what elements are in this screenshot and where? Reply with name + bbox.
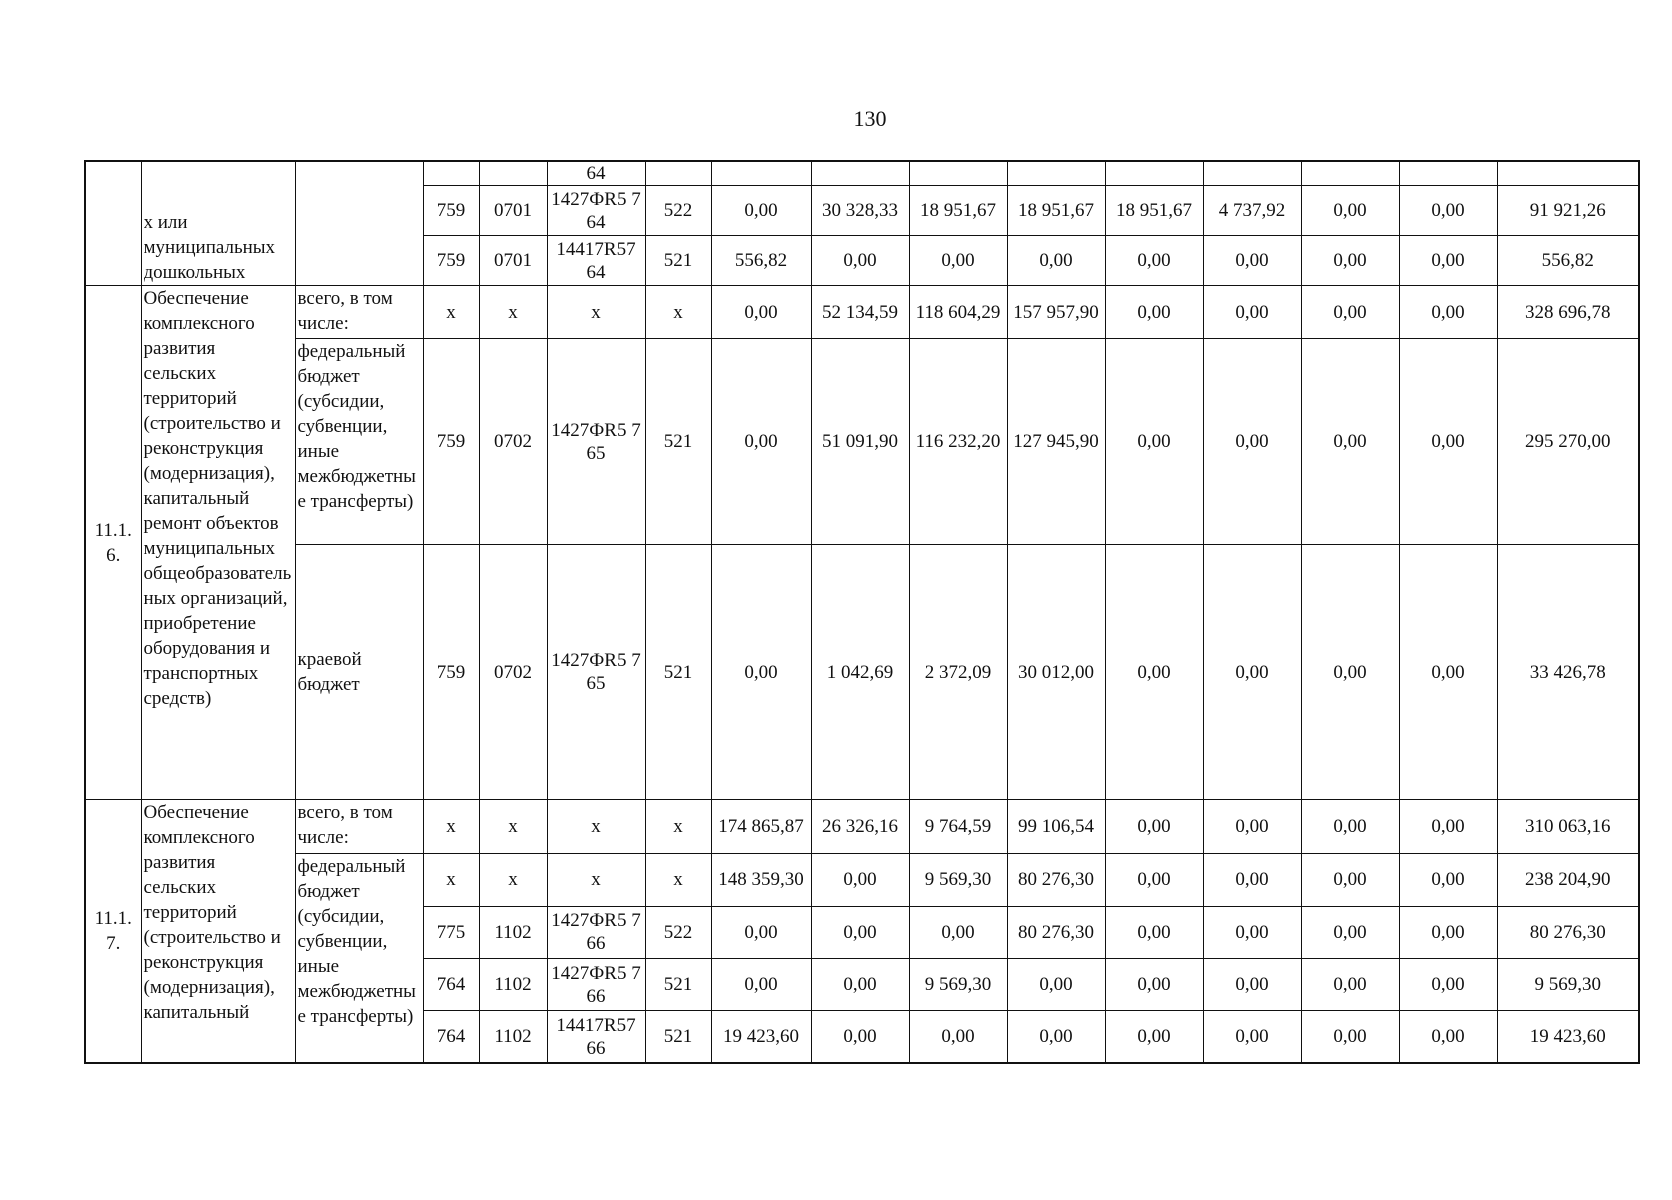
value-cell: 0,00	[909, 236, 1007, 286]
value-cell: 116 232,20	[909, 338, 1007, 545]
rz-cell: 1102	[479, 1011, 547, 1063]
value-cell: 174 865,87	[711, 800, 811, 853]
value-cell: 80 276,30	[1007, 853, 1105, 906]
total-cell: 295 270,00	[1497, 338, 1639, 545]
value-cell: 0,00	[711, 959, 811, 1011]
value-cell: 127 945,90	[1007, 338, 1105, 545]
value-cell: 0,00	[811, 236, 909, 286]
value-cell: 0,00	[1203, 338, 1301, 545]
section-number-cell	[85, 161, 141, 286]
vr-cell: 521	[645, 1011, 711, 1063]
table-row	[85, 338, 1639, 545]
total-cell: 91 921,26	[1497, 186, 1639, 236]
rz-cell: 0702	[479, 338, 547, 545]
grbs-cell: 759	[423, 545, 479, 800]
target-code-cell: 1427ФR5 765	[547, 338, 645, 545]
vr-cell: 521	[645, 545, 711, 800]
value-cell: 99 106,54	[1007, 800, 1105, 853]
value-cell: 0,00	[711, 186, 811, 236]
target-code-cell: х	[547, 800, 645, 853]
value-cell: 26 326,16	[811, 800, 909, 853]
value-cell: 0,00	[1399, 906, 1497, 958]
budget-table	[84, 160, 1640, 1064]
total-cell: 238 204,90	[1497, 853, 1639, 906]
table-row	[85, 800, 1639, 853]
value-cell: 0,00	[1301, 1011, 1399, 1063]
item-name-cell	[141, 161, 295, 286]
table-row	[85, 853, 1639, 906]
vr-cell: х	[645, 853, 711, 906]
value-cell: 1 042,69	[811, 545, 909, 800]
value-cell: 4 737,92	[1203, 186, 1301, 236]
value-cell: 0,00	[1203, 906, 1301, 958]
target-code-cell: х	[547, 853, 645, 906]
value-cell: 157 957,90	[1007, 286, 1105, 338]
target-code-cell: 64	[547, 161, 645, 186]
value-cell: 0,00	[1105, 959, 1203, 1011]
value-cell: 0,00	[1105, 1011, 1203, 1063]
vr-cell: 522	[645, 906, 711, 958]
value-cell: 18 951,67	[1105, 186, 1203, 236]
value-cell: 148 359,30	[711, 853, 811, 906]
section-number-cell: 11.1.7.	[85, 800, 141, 1063]
vr-cell: х	[645, 286, 711, 338]
value-cell: 0,00	[1203, 1011, 1301, 1063]
value-cell: 0,00	[811, 1011, 909, 1063]
item-name-fragment: х или муниципальных дошкольных	[143, 212, 276, 284]
grbs-cell: 759	[423, 338, 479, 545]
value-cell: 556,82	[711, 236, 811, 286]
rz-cell: х	[479, 800, 547, 853]
grbs-cell: 764	[423, 1011, 479, 1063]
value-cell: 0,00	[1399, 1011, 1497, 1063]
total-cell: 33 426,78	[1497, 545, 1639, 800]
value-cell: 0,00	[909, 1011, 1007, 1063]
target-code-cell: 1427ФR5 766	[547, 906, 645, 958]
value-cell: 0,00	[1399, 853, 1497, 906]
target-code-cell: 1427ФR5 766	[547, 959, 645, 1011]
rz-cell: 0701	[479, 186, 547, 236]
value-cell: 0,00	[711, 338, 811, 545]
grbs-cell: х	[423, 286, 479, 338]
funding-source-cell: федеральный бюджет (субсидии, субвенции, иные межбюджетные трансферты)	[295, 853, 423, 1063]
total-cell: 328 696,78	[1497, 286, 1639, 338]
total-cell: 19 423,60	[1497, 1011, 1639, 1063]
table-row	[85, 286, 1639, 338]
section-number-cell: 11.1.6.	[85, 286, 141, 800]
total-cell: 310 063,16	[1497, 800, 1639, 853]
value-cell: 0,00	[1301, 800, 1399, 853]
rz-cell: 1102	[479, 959, 547, 1011]
value-cell: 0,00	[909, 906, 1007, 958]
vr-cell: 522	[645, 186, 711, 236]
value-cell: 0,00	[1105, 545, 1203, 800]
vr-cell: 521	[645, 338, 711, 545]
value-cell: 0,00	[1399, 800, 1497, 853]
value-cell: 0,00	[1301, 853, 1399, 906]
value-cell: 0,00	[1301, 286, 1399, 338]
total-cell: 9 569,30	[1497, 959, 1639, 1011]
total-cell: 556,82	[1497, 236, 1639, 286]
value-cell: 19 423,60	[711, 1011, 811, 1063]
value-cell: 0,00	[1203, 853, 1301, 906]
item-name-cell: Обеспечение комплексного развития сельских территорий (строительство и реконструкция (модернизация), капитальный ремонт объектов муниципальных общеобразовательных организаций, приобретение оборудования и транспортных средств)	[141, 286, 295, 800]
rz-cell: х	[479, 853, 547, 906]
value-cell: 0,00	[811, 906, 909, 958]
rz-cell: 0702	[479, 545, 547, 800]
value-cell: 9 569,30	[909, 959, 1007, 1011]
vr-cell: х	[645, 800, 711, 853]
value-cell: 2 372,09	[909, 545, 1007, 800]
item-name-cell: Обеспечение комплексного развития сельских территорий (строительство и реконструкция (модернизация), капитальный	[141, 800, 295, 1063]
value-cell: 51 091,90	[811, 338, 909, 545]
table-row	[85, 545, 1639, 800]
value-cell: 0,00	[1007, 959, 1105, 1011]
value-cell: 0,00	[1301, 186, 1399, 236]
value-cell: 9 569,30	[909, 853, 1007, 906]
value-cell: 0,00	[1203, 286, 1301, 338]
value-cell: 0,00	[1105, 286, 1203, 338]
value-cell: 0,00	[1007, 236, 1105, 286]
value-cell: 0,00	[711, 286, 811, 338]
value-cell: 52 134,59	[811, 286, 909, 338]
rz-cell: 0701	[479, 236, 547, 286]
value-cell: 0,00	[1399, 338, 1497, 545]
value-cell: 0,00	[711, 545, 811, 800]
funding-source-cell	[295, 161, 423, 286]
value-cell: 0,00	[811, 853, 909, 906]
value-cell: 0,00	[1301, 906, 1399, 958]
value-cell: 0,00	[1105, 338, 1203, 545]
funding-source-cell: всего, в том числе:	[295, 286, 423, 338]
value-cell: 0,00	[1301, 545, 1399, 800]
total-cell: 80 276,30	[1497, 906, 1639, 958]
value-cell: 18 951,67	[1007, 186, 1105, 236]
value-cell: 30 012,00	[1007, 545, 1105, 800]
vr-cell: 521	[645, 236, 711, 286]
rz-cell: х	[479, 286, 547, 338]
value-cell: 9 764,59	[909, 800, 1007, 853]
table-row	[85, 161, 1639, 186]
value-cell: 0,00	[1105, 906, 1203, 958]
page-number: 130	[853, 106, 887, 131]
value-cell: 0,00	[1301, 236, 1399, 286]
value-cell: 0,00	[711, 906, 811, 958]
value-cell: 0,00	[1301, 338, 1399, 545]
vr-cell: 521	[645, 959, 711, 1011]
value-cell: 0,00	[1105, 853, 1203, 906]
value-cell: 30 328,33	[811, 186, 909, 236]
target-code-cell: 14417R57 64	[547, 236, 645, 286]
value-cell: 0,00	[1007, 1011, 1105, 1063]
target-code-cell: 1427ФR5 765	[547, 545, 645, 800]
value-cell: 0,00	[1105, 236, 1203, 286]
grbs-cell: х	[423, 853, 479, 906]
rz-cell: 1102	[479, 906, 547, 958]
funding-source-cell: федеральный бюджет (субсидии, субвенции, иные межбюджетные трансферты)	[295, 338, 423, 545]
value-cell: 118 604,29	[909, 286, 1007, 338]
value-cell: 0,00	[1203, 545, 1301, 800]
value-cell: 0,00	[1399, 286, 1497, 338]
value-cell: 0,00	[1203, 800, 1301, 853]
grbs-cell: 759	[423, 186, 479, 236]
target-code-cell: 1427ФR5 764	[547, 186, 645, 236]
funding-source-cell: краевой бюджет	[295, 545, 423, 800]
grbs-cell: 775	[423, 906, 479, 958]
value-cell: 0,00	[1203, 959, 1301, 1011]
grbs-cell: 759	[423, 236, 479, 286]
grbs-cell: х	[423, 800, 479, 853]
value-cell: 0,00	[1203, 236, 1301, 286]
value-cell: 0,00	[1399, 186, 1497, 236]
value-cell: 0,00	[1399, 236, 1497, 286]
funding-source-cell: всего, в том числе:	[295, 800, 423, 853]
value-cell: 80 276,30	[1007, 906, 1105, 958]
value-cell: 0,00	[811, 959, 909, 1011]
value-cell: 0,00	[1105, 800, 1203, 853]
target-code-cell: х	[547, 286, 645, 338]
grbs-cell: 764	[423, 959, 479, 1011]
value-cell: 0,00	[1399, 959, 1497, 1011]
value-cell: 18 951,67	[909, 186, 1007, 236]
value-cell: 0,00	[1399, 545, 1497, 800]
target-code-cell: 14417R57 66	[547, 1011, 645, 1063]
value-cell: 0,00	[1301, 959, 1399, 1011]
